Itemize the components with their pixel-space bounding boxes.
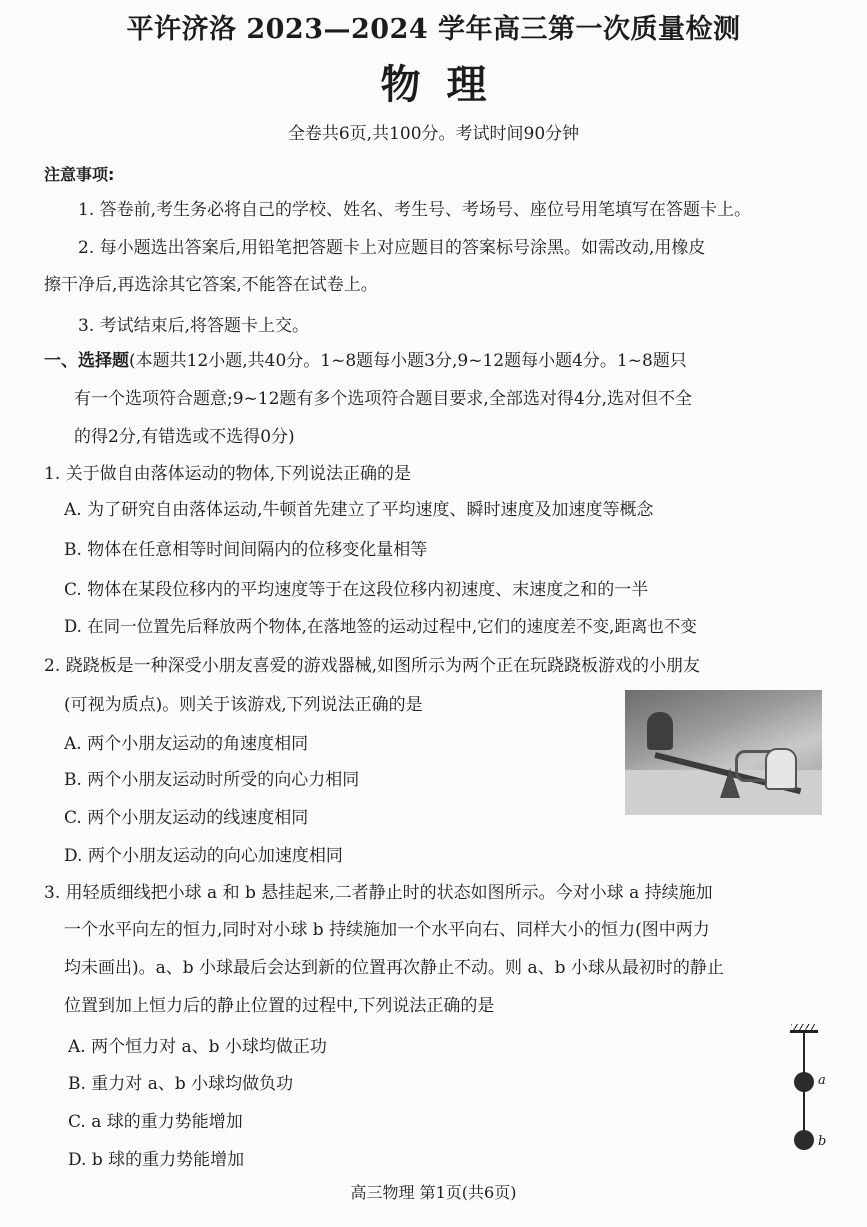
- question-3-option-d: D. b 球的重力势能增加: [68, 1150, 245, 1170]
- question-1-option-b: B. 物体在任意相等时间间隔内的位移变化量相等: [64, 540, 428, 560]
- notice-item: 擦干净后,再选涂其它答案,不能答在试卷上。: [44, 275, 378, 295]
- photo-child-left: [647, 712, 673, 750]
- section-intro: (本题共12小题,共40分。1~8题每小题3分,9~12题每小题4分。1~8题只: [129, 351, 687, 371]
- notice-item: 1. 答卷前,考生务必将自己的学校、姓名、考生号、考场号、座位号用笔填写在答题卡上。: [78, 200, 752, 220]
- section-heading: 一、选择题: [44, 351, 129, 371]
- notice-item: 2. 每小题选出答案后,用铅笔把答题卡上对应题目的答案标号涂黑。如需改动,用橡皮: [78, 238, 706, 258]
- question-3-stem: 位置到加上恒力后的静止位置的过程中,下列说法正确的是: [64, 996, 495, 1016]
- question-1-option-a: A. 为了研究自由落体运动,牛顿首先建立了平均速度、瞬时速度及加速度等概念: [64, 500, 654, 520]
- question-3-stem: 3. 用轻质细线把小球 a 和 b 悬挂起来,二者静止时的状态如图所示。今对小球 a 持续施加: [44, 883, 713, 903]
- question-2-stem: 2. 跷跷板是一种深受小朋友喜爱的游戏器械,如图所示为两个正在玩跷跷板游戏的小朋友: [44, 656, 701, 676]
- subject-title: 物理: [380, 61, 513, 108]
- photo-child-right: [765, 748, 797, 790]
- question-2-stem: (可视为质点)。则关于该游戏,下列说法正确的是: [64, 695, 423, 715]
- ball-a: [794, 1072, 814, 1092]
- exam-meta: 全卷共6页,共100分。考试时间90分钟: [287, 124, 580, 144]
- question-3-option-c: C. a 球的重力势能增加: [68, 1112, 243, 1132]
- question-3-stem: 一个水平向左的恒力,同时对小球 b 持续施加一个水平向右、同样大小的恒力(图中两力: [64, 920, 710, 940]
- question-1-option-c: C. 物体在某段位移内的平均速度等于在这段位移内初速度、末速度之和的一半: [64, 580, 649, 600]
- notice-heading: 注意事项:: [44, 165, 115, 184]
- question-3-option-b: B. 重力对 a、b 小球均做负功: [68, 1074, 294, 1094]
- question-1-stem: 1. 关于做自由落体运动的物体,下列说法正确的是: [44, 464, 412, 484]
- ball-b: [794, 1130, 814, 1150]
- exam-title: 平许济洛 2023—2024 学年高三第一次质量检测: [126, 14, 741, 45]
- question-2-option-c: C. 两个小朋友运动的线速度相同: [64, 808, 309, 828]
- ball-a-label: a: [818, 1073, 826, 1088]
- question-3-option-a: A. 两个恒力对 a、b 小球均做正功: [68, 1037, 327, 1057]
- seesaw-photo: [625, 690, 822, 815]
- ball-b-label: b: [818, 1134, 827, 1149]
- page-footer: 高三物理 第1页(共6页): [350, 1183, 517, 1202]
- question-2-option-d: D. 两个小朋友运动的向心加速度相同: [64, 846, 343, 866]
- section-intro: 的得2分,有错选或不选得0分): [74, 427, 295, 447]
- question-2-option-a: A. 两个小朋友运动的角速度相同: [64, 734, 309, 754]
- question-1-option-d: D. 在同一位置先后释放两个物体,在落地签的运动过程中,它们的速度差不变,距离也不变: [64, 617, 697, 636]
- section-heading-line: [44, 351, 687, 371]
- question-3-stem: 均未画出)。a、b 小球最后会达到新的位置再次静止不动。则 a、b 小球从最初时的静止: [64, 958, 724, 978]
- question-2-option-b: B. 两个小朋友运动时所受的向心力相同: [64, 770, 360, 790]
- section-intro: 有一个选项符合题意;9~12题有多个选项符合题目要求,全部选对得4分,选对但不全: [74, 389, 693, 409]
- notice-item: 3. 考试结束后,将答题卡上交。: [78, 316, 310, 336]
